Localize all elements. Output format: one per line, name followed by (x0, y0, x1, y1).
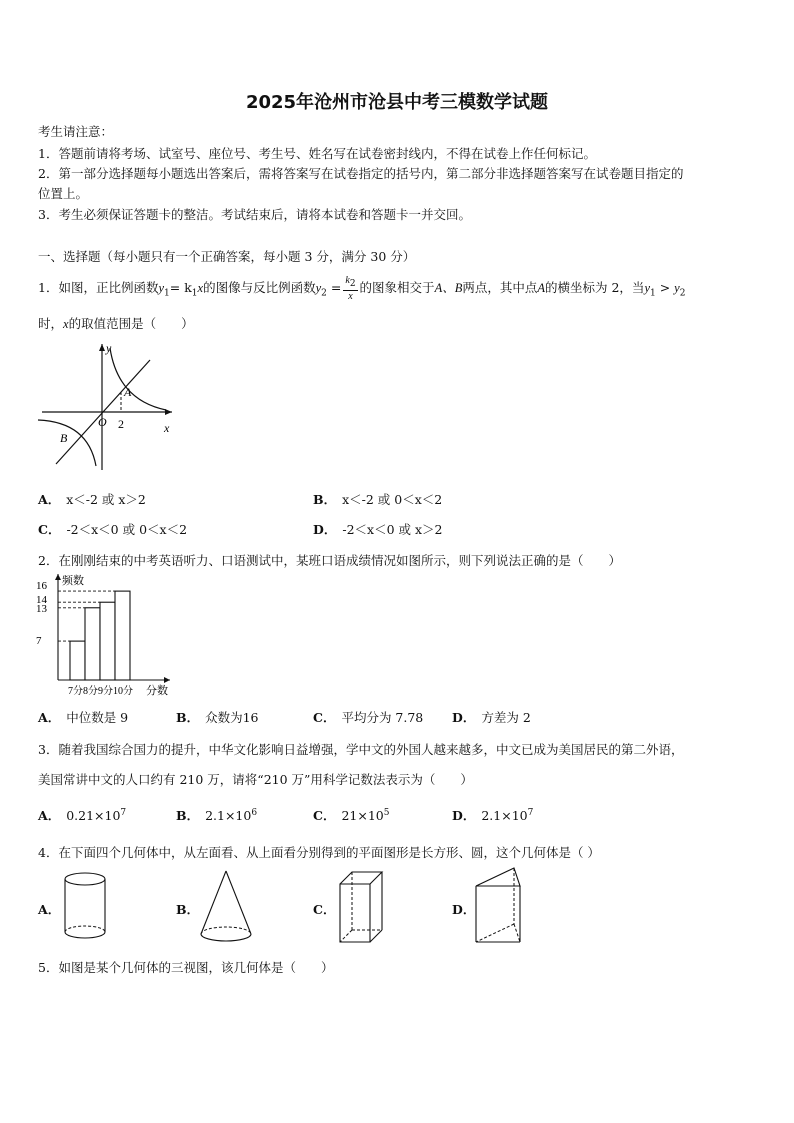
x-tick-label: 8分 (83, 686, 98, 697)
q3-option-c[interactable]: C． $21\times 10^5$ (313, 807, 390, 823)
question-1-text: 1．如图，正比例函数$y_1= k_1x$的图像与反比例函数$y_2$ = $\frac{k_2}{x}$ 的图象相交于A、B两点，其中点A的横坐标为 2，当$y_1 > y_2$ (38, 275, 686, 302)
rectangular-prism-figure[interactable] (338, 870, 386, 946)
question-2-text: 2．在刚刚结束的中考英语听力、口语测试中，某班口语成绩情况如图所示，则下列说法正确的是（ ） (38, 553, 621, 568)
bar-10分 (115, 591, 130, 680)
graph-origin-label: O (98, 415, 107, 429)
triangular-prism-figure[interactable] (474, 866, 526, 946)
section-heading: 一、选择题（每小题只有一个正确答案，每小题 3 分，满分 30 分） (38, 249, 416, 264)
x-tick-label: 9分 (98, 686, 113, 697)
notice-item: 3．考生必须保证答题卡的整洁。考试结束后，请将本试卷和答题卡一并交回。 (38, 207, 471, 222)
score-bar-chart (30, 572, 190, 698)
q2-option-d[interactable]: D． 方差为 2 (452, 710, 531, 725)
y-tick-label: 14 (36, 594, 47, 607)
notice-item: 位置上。 (38, 186, 89, 201)
q4-option-d[interactable]: D． (452, 902, 476, 917)
bar-7分 (70, 641, 85, 680)
question-3-line1: 3．随着我国综合国力的提升，中华文化影响日益增强，学中文的外国人越来越多，中文已成为美国居民的第二外语， (38, 742, 684, 757)
q4-option-a[interactable]: A． (38, 902, 61, 917)
q2-option-a[interactable]: A． 中位数是 9 (38, 710, 129, 725)
graph-y-label: y (106, 341, 112, 355)
q1-option-c[interactable]: C． -2＜x＜0 或 0＜x＜2 (38, 522, 188, 537)
y-axis-label: 频数 (62, 575, 84, 587)
graph-point-b: B (60, 431, 68, 445)
function-graph (38, 340, 178, 472)
q4-option-c[interactable]: C． (313, 902, 336, 917)
cone-figure[interactable] (198, 868, 254, 946)
cylinder-figure[interactable] (62, 870, 108, 942)
y-tick-label: 16 (36, 580, 47, 593)
x-axis-arrow (164, 677, 170, 683)
q1-option-a[interactable]: A． x＜-2 或 x＞2 (38, 492, 146, 507)
notice-item: 1．答题前请将考场、试室号、座位号、考生号、姓名写在试卷密封线内，不得在试卷上作任何标记。 (38, 146, 596, 161)
question-5-text: 5．如图是某个几何体的三视图，该几何体是（ ） (38, 960, 334, 975)
bar-8分 (85, 608, 100, 680)
x-tick-label: 10分 (113, 686, 133, 697)
x-tick-label: 7分 (68, 686, 83, 697)
page-title: 2025年沧州市沧县中考三模数学试题 (245, 92, 549, 113)
notice-item: 2．第一部分选择题每小题选出答案后，需将答案写在试卷指定的括号内，第二部分非选择题答案写在试卷题目指定的 (38, 166, 684, 181)
graph-tick-label: 2 (118, 417, 124, 431)
bar-9分 (100, 602, 115, 680)
x-axis-label: 分数 (146, 685, 168, 697)
q1-option-b[interactable]: B． x＜-2 或 0＜x＜2 (313, 492, 443, 507)
graph-point-a: A (124, 385, 132, 399)
q3-option-d[interactable]: D． $2.1\times 10^7$ (452, 807, 534, 823)
q3-option-b[interactable]: B． $2.1\times 10^6$ (176, 807, 258, 823)
notice-heading: 考生请注意： (38, 124, 114, 139)
q2-option-c[interactable]: C． 平均分为 7.78 (313, 710, 424, 725)
q4-option-b[interactable]: B． (176, 902, 200, 917)
q3-option-a[interactable]: A． $0.21\times 10^7$ (38, 807, 127, 823)
y-axis-arrow (55, 574, 61, 580)
question-4-text: 4．在下面四个几何体中，从左面看、从上面看分别得到的平面图形是长方形、圆，这个几何体是（ ） (38, 845, 600, 860)
q2-option-b[interactable]: B． 众数为16 (176, 710, 259, 725)
question-1-line2: 时，x的取值范围是（ ） (38, 316, 194, 331)
graph-x-label: x (164, 421, 170, 435)
question-3-line2: 美国常讲中文的人口约有 210 万，请将“210 万”用科学记数法表示为（ ） (38, 772, 473, 787)
y-tick-label: 13 (36, 602, 47, 615)
q1-option-d[interactable]: D． -2＜x＜0 或 x＞2 (313, 522, 443, 537)
y-tick-label: 7 (36, 635, 42, 648)
